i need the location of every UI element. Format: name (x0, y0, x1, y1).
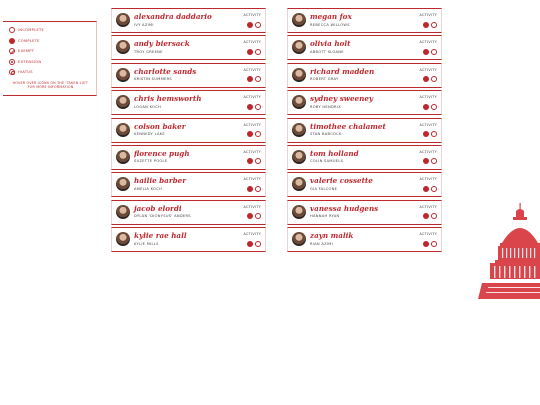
player-name: ROBERT GRAY (310, 77, 339, 82)
complete-icon[interactable] (423, 22, 429, 28)
incomplete-icon[interactable] (255, 213, 261, 219)
incomplete-icon[interactable] (255, 131, 261, 137)
avatar (292, 123, 306, 137)
character-name[interactable]: charlotte sands (134, 66, 197, 76)
taken-list-right-column (287, 8, 442, 255)
legend-item-exempt (9, 46, 92, 57)
legend-item-incomplete (9, 25, 92, 36)
incomplete-icon[interactable] (255, 76, 261, 82)
activity-status (421, 76, 437, 82)
player-name: AMELIA KOCH (134, 186, 162, 191)
extension-icon (9, 59, 15, 65)
avatar (116, 177, 130, 191)
incomplete-icon[interactable] (431, 158, 437, 164)
taken-list-left-column (111, 8, 266, 255)
complete-icon[interactable] (423, 241, 429, 247)
character-card (111, 227, 266, 252)
complete-icon[interactable] (423, 76, 429, 82)
character-card (287, 90, 442, 115)
activity-status (245, 241, 261, 247)
avatar (292, 68, 306, 82)
complete-icon[interactable] (247, 213, 253, 219)
incomplete-icon[interactable] (431, 241, 437, 247)
player-name: SUZETTE POOLE (134, 159, 168, 164)
player-name: LOGAN KOCH (134, 104, 161, 109)
player-name: COLIN SAMUELS (310, 159, 344, 164)
player-name: KYLIE MILLS (134, 241, 159, 246)
player-name: REBECCA WILLOWS (310, 22, 350, 27)
activity-status (421, 22, 437, 28)
exempt-icon (9, 48, 15, 54)
character-name[interactable]: vanessa hudgens (310, 203, 379, 213)
avatar (116, 95, 130, 109)
activity-status (421, 104, 437, 110)
activity-label: ACTIVITY (419, 204, 437, 209)
character-card (287, 118, 442, 143)
activity-status (421, 158, 437, 164)
avatar (116, 205, 130, 219)
character-card (287, 227, 442, 252)
character-name[interactable]: kylie rae hall (134, 231, 187, 241)
legend-item-hiatus (9, 67, 92, 78)
activity-label: ACTIVITY (243, 13, 261, 17)
legend-note: HOVER OVER ICONS ON THE 'TAKEN LIST' FOR MORE INFORMATION (12, 80, 89, 89)
activity-label: ACTIVITY (419, 40, 437, 45)
incomplete-icon[interactable] (255, 49, 261, 55)
activity-label: ACTIVITY (243, 122, 261, 127)
avatar (292, 40, 306, 54)
character-card (111, 63, 266, 88)
character-card (111, 200, 266, 225)
activity-label: ACTIVITY (243, 149, 261, 154)
incomplete-icon[interactable] (431, 76, 437, 82)
activity-label: ACTIVITY (419, 13, 437, 17)
complete-icon[interactable] (423, 49, 429, 55)
avatar (116, 68, 130, 82)
character-card (111, 90, 266, 115)
complete-icon[interactable] (247, 186, 253, 192)
character-name[interactable]: richard madden (310, 66, 375, 76)
character-name[interactable]: florence pugh (134, 148, 190, 158)
avatar (116, 13, 130, 27)
avatar (292, 177, 306, 191)
legend-label: COMPLETE (18, 38, 40, 43)
complete-icon[interactable] (423, 158, 429, 164)
activity-label: ACTIVITY (243, 177, 261, 182)
activity-label: ACTIVITY (243, 95, 261, 100)
complete-icon[interactable] (423, 186, 429, 192)
legend-label: EXEMPT (18, 49, 35, 54)
character-name[interactable]: megan fox (310, 12, 352, 21)
complete-icon[interactable] (247, 104, 253, 110)
incomplete-icon[interactable] (431, 22, 437, 28)
character-name[interactable]: colson baker (134, 121, 186, 131)
character-name[interactable]: alexandra daddario (134, 12, 212, 21)
character-name[interactable]: timothee chalamet (310, 121, 386, 131)
player-name: GIA FALCONE (310, 186, 338, 191)
character-name[interactable]: tom holland (310, 148, 359, 158)
capitol-dome-decoration (478, 203, 540, 299)
activity-label: ACTIVITY (243, 232, 261, 237)
activity-status (245, 158, 261, 164)
complete-icon (9, 38, 15, 44)
legend-label: INCOMPLETE (18, 28, 45, 33)
character-name[interactable]: olivia holt (310, 39, 351, 49)
avatar (292, 205, 306, 219)
legend-label: EXTENSION (18, 59, 42, 64)
activity-label: ACTIVITY (419, 122, 437, 127)
character-card (111, 35, 266, 60)
incomplete-icon[interactable] (431, 49, 437, 55)
activity-status (421, 241, 437, 247)
activity-label: ACTIVITY (419, 95, 437, 100)
player-name: IVY AZIMI (134, 22, 154, 27)
activity-status (245, 186, 261, 192)
avatar (116, 123, 130, 137)
character-card (111, 172, 266, 197)
activity-status (245, 22, 261, 28)
player-name: DYLAN 'DIONYSUS' ANDERS (134, 214, 191, 219)
legend-item-extension (9, 57, 92, 68)
character-card (111, 145, 266, 170)
hiatus-icon (9, 69, 15, 75)
incomplete-icon[interactable] (255, 22, 261, 28)
incomplete-icon[interactable] (255, 104, 261, 110)
activity-status (421, 131, 437, 137)
character-name[interactable]: jacob elordi (134, 203, 182, 213)
player-name: RIAN AZIMI (310, 241, 333, 246)
avatar (292, 13, 306, 27)
complete-icon[interactable] (423, 131, 429, 137)
complete-icon[interactable] (247, 22, 253, 28)
activity-status (421, 186, 437, 192)
character-card (111, 118, 266, 143)
avatar (116, 150, 130, 164)
character-card (287, 172, 442, 197)
incomplete-icon[interactable] (255, 241, 261, 247)
activity-label: ACTIVITY (243, 40, 261, 45)
activity-status (245, 213, 261, 219)
character-name[interactable]: chris hemsworth (134, 94, 202, 104)
player-name: HANNAH RYAN (310, 214, 340, 219)
avatar (292, 232, 306, 246)
character-name[interactable]: zayn malik (310, 231, 354, 241)
incomplete-icon[interactable] (431, 186, 437, 192)
character-card (287, 35, 442, 60)
player-name: KENNEDY LAKE (134, 132, 165, 137)
character-card (287, 8, 442, 33)
legend-label: HIATUS (18, 70, 33, 75)
character-name[interactable]: sydney sweeney (310, 94, 374, 104)
character-card (111, 8, 266, 33)
player-name: ROBY HENDRIX (310, 104, 341, 109)
character-name[interactable]: hailie barber (134, 176, 187, 186)
complete-icon[interactable] (247, 49, 253, 55)
incomplete-icon (9, 27, 15, 33)
player-name: TROY GREENE (134, 49, 163, 54)
incomplete-icon[interactable] (255, 158, 261, 164)
activity-status (245, 104, 261, 110)
legend-item-complete (9, 36, 92, 47)
avatar (116, 232, 130, 246)
activity-status (421, 213, 437, 219)
complete-icon[interactable] (247, 241, 253, 247)
incomplete-icon[interactable] (431, 131, 437, 137)
character-name[interactable]: andy biersack (134, 39, 190, 49)
character-card (287, 145, 442, 170)
activity-status (421, 49, 437, 55)
character-card (287, 200, 442, 225)
activity-label: ACTIVITY (419, 177, 437, 182)
player-name: ABBOTT SLOANE (310, 49, 344, 54)
avatar (116, 40, 130, 54)
complete-icon[interactable] (423, 104, 429, 110)
complete-icon[interactable] (247, 131, 253, 137)
incomplete-icon[interactable] (431, 104, 437, 110)
status-legend (3, 21, 97, 96)
incomplete-icon[interactable] (255, 186, 261, 192)
activity-label: ACTIVITY (243, 204, 261, 209)
character-name[interactable]: valerie cossette (310, 176, 373, 186)
activity-label: ACTIVITY (419, 149, 437, 154)
avatar (292, 150, 306, 164)
activity-label: ACTIVITY (419, 232, 437, 237)
complete-icon[interactable] (247, 158, 253, 164)
activity-label: ACTIVITY (243, 67, 261, 72)
player-name: KRISTIN SUMMERS (134, 77, 172, 82)
incomplete-icon[interactable] (431, 213, 437, 219)
activity-status (245, 131, 261, 137)
player-name: STAN BABCOCK (310, 132, 342, 137)
activity-status (245, 49, 261, 55)
character-card (287, 63, 442, 88)
complete-icon[interactable] (247, 76, 253, 82)
avatar (292, 95, 306, 109)
activity-status (245, 76, 261, 82)
activity-label: ACTIVITY (419, 67, 437, 72)
complete-icon[interactable] (423, 213, 429, 219)
